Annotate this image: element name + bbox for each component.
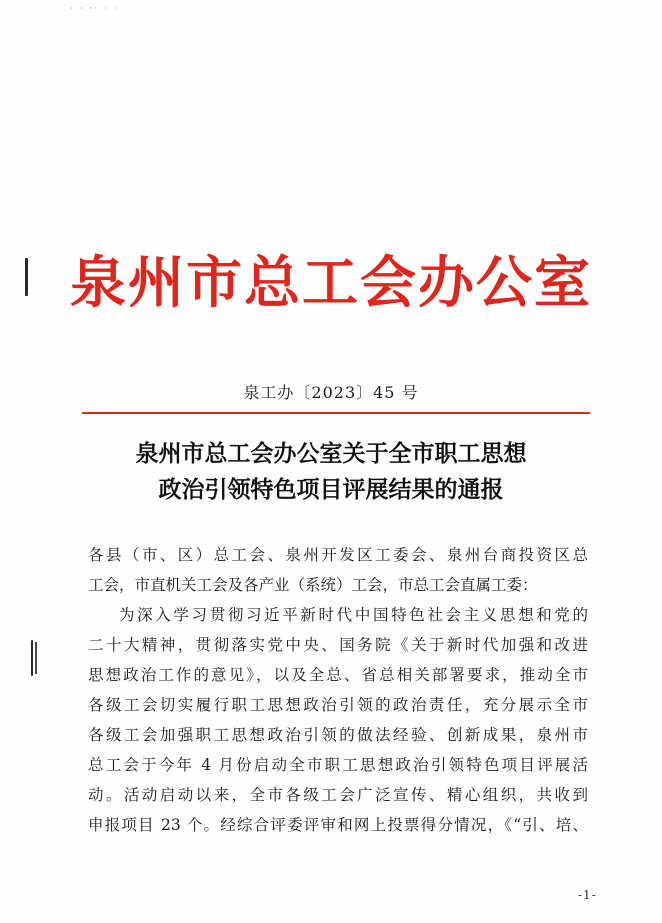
- binding-mark-bottom: [31, 640, 33, 676]
- salutation-line-1: 各县（市、区）总工会、泉州开发区工委会、泉州台商投资区总: [88, 546, 588, 564]
- paragraph-line: 动。活动启动以来，全市各级工会广泛宣传、精心组织，共收到: [88, 786, 588, 804]
- paragraph-line: 二十大精神，贯彻落实党中央、国务院《关于新时代加强和改进: [88, 636, 588, 654]
- salutation-line-2: 工会，市直机关工会及各产业（系统）工会，市总工会直属工委：: [88, 576, 538, 594]
- document-number: 泉工办〔2023〕45 号: [243, 383, 419, 402]
- paragraph-line: 各级工会加强职工思想政治引领的做法经验、创新成果，泉州市: [88, 726, 588, 744]
- paragraph-line: 总工会于今年 4 月份启动全市职工思想政治引领特色项目评展活: [88, 756, 588, 774]
- red-separator-line: [82, 412, 590, 414]
- title-line-2: 政治引领特色项目评展结果的通报: [158, 476, 504, 503]
- paragraph-line: 各级工会切实履行职工思想政治引领的政治责任，充分展示全市: [88, 696, 588, 714]
- scan-artifact: · · ·· · ·: [70, 4, 119, 14]
- document-body: [88, 540, 588, 840]
- document-title: [0, 436, 662, 508]
- paragraph-line: 为深入学习贯彻习近平新时代中国特色社会主义思想和党的: [119, 606, 588, 624]
- issuing-organization-header: 泉州市总工会办公室: [70, 250, 592, 316]
- title-line-1: 泉州市总工会办公室关于全市职工思想: [135, 440, 527, 467]
- paragraph-line: 申报项目 23 个。经综合评委评审和网上投票得分情况，《“引、培、: [88, 816, 588, 834]
- paragraph-line: 思想政治工作的意见》，以及全总、省总相关部署要求，推动全市: [88, 666, 588, 684]
- page-number: -1-: [578, 888, 597, 902]
